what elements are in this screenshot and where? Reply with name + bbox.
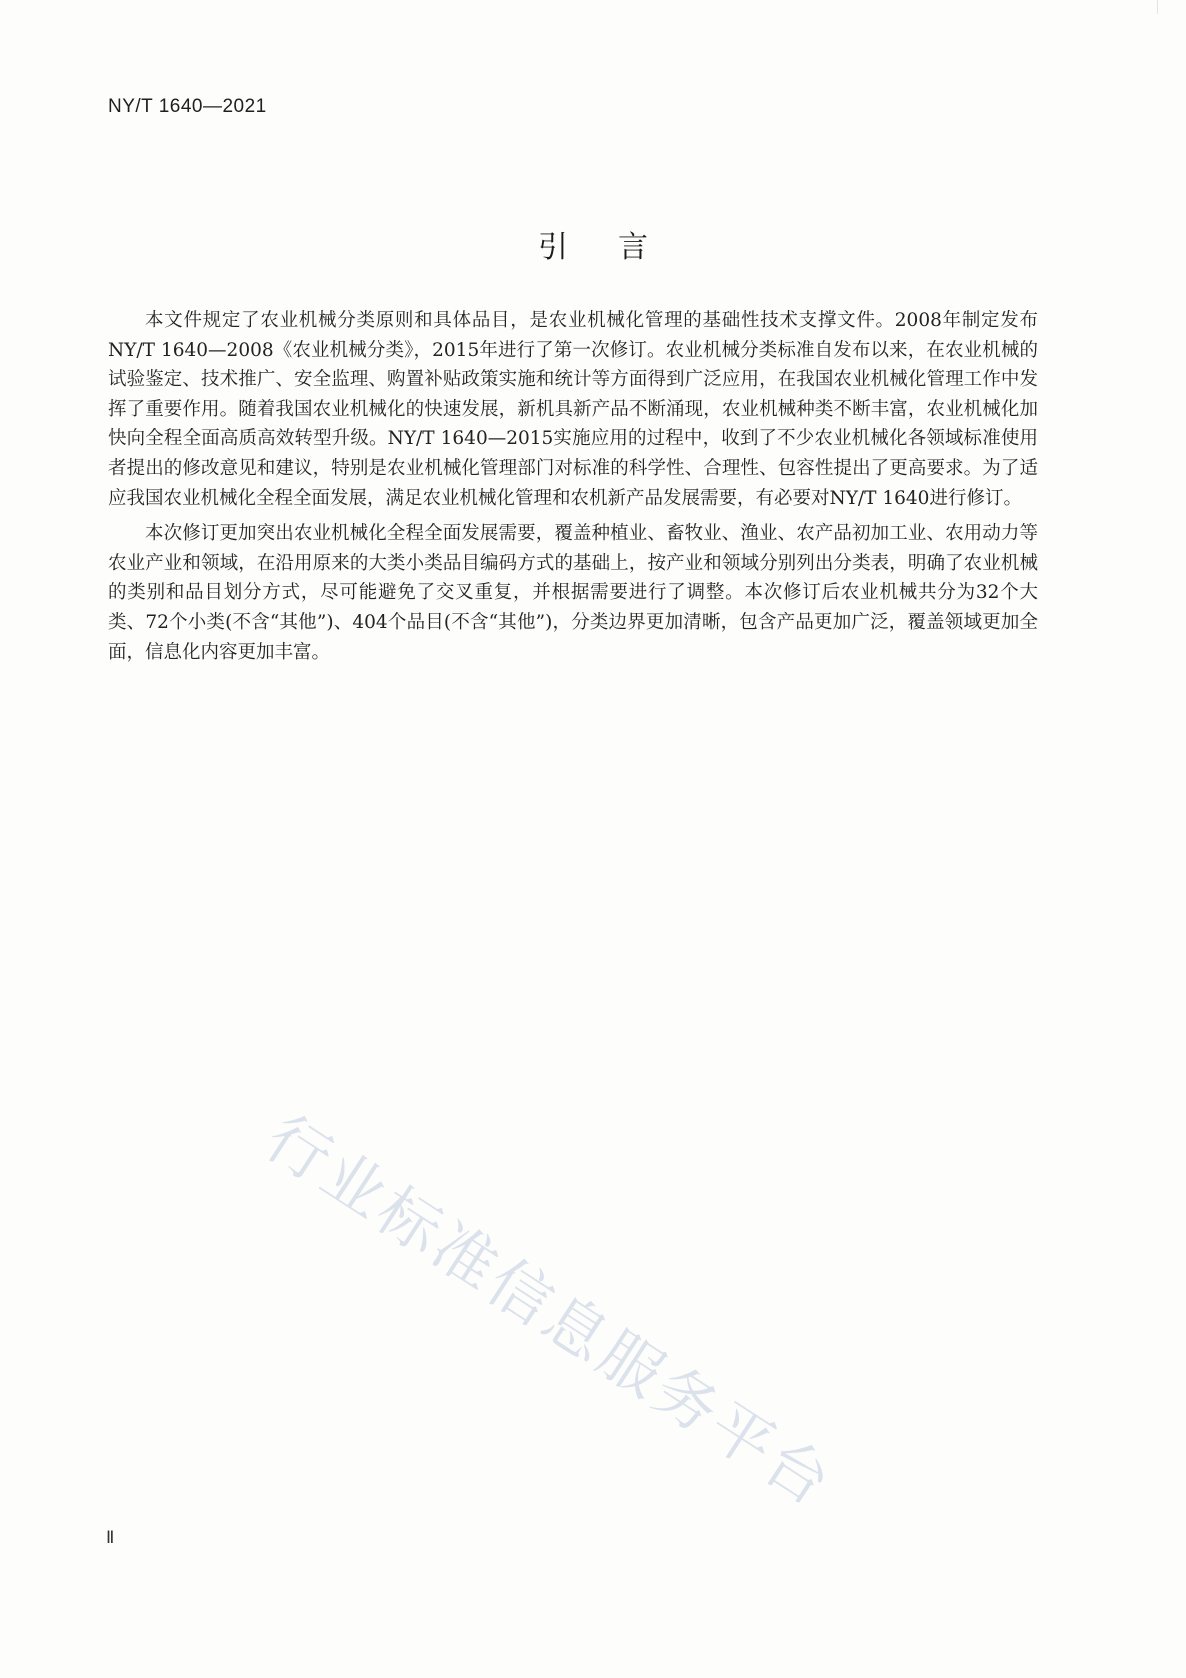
- scan-edge-mark: [1157, 0, 1158, 14]
- paragraph-2: 本次修订更加突出农业机械化全程全面发展需要，覆盖种植业、畜牧业、渔业、农产品初加工业、农用动力等农业产业和领域，在沿用原来的大类小类品目编码方式的基础上，按产业和领域分别列出分类表，明确了农业机械的类别和品目划分方式，尽可能避免了交叉重复，并根据需要进行了调整。本次修订后农业机械共分为32个大类、72个小类(不含“其他”)、404个品目(不含“其他”)，分类边界更加清晰，包含产品更加广泛，覆盖领域更加全面，信息化内容更加丰富。: [108, 523, 1038, 663]
- paragraph-1: 本文件规定了农业机械分类原则和具体品目，是农业机械化管理的基础性技术支撑文件。2008年制定发布NY/T 1640—2008《农业机械分类》，2015年进行了第一次修订。农业机械分类标准自发布以来，在农业机械的试验鉴定、技术推广、安全监理、购置补贴政策实施和统计等方面得到广泛应用，在我国农业机械化管理工作中发挥了重要作用。随着我国农业机械化的快速发展，新机具新产品不断涌现，农业机械种类不断丰富，农业机械化加快向全程全面高质高效转型升级。NY/T 1640—2015实施应用的过程中，收到了不少农业机械化各领域标准使用者提出的修改意见和建议，特别是农业机械化管理部门对标准的科学性、合理性、包容性提出了更高要求。为了适应我国农业机械化全程全面发展，满足农业机械化管理和农机新产品发展需要，有必要对NY/T 1640进行修订。: [108, 310, 1038, 509]
- section-title: 引言: [538, 230, 698, 265]
- introduction-body: [108, 306, 1038, 673]
- page-number: Ⅱ: [106, 1528, 115, 1547]
- standard-code-header: NY/T 1640—2021: [108, 96, 267, 117]
- watermark-text: 行业标准信息服务平台: [253, 1100, 847, 1522]
